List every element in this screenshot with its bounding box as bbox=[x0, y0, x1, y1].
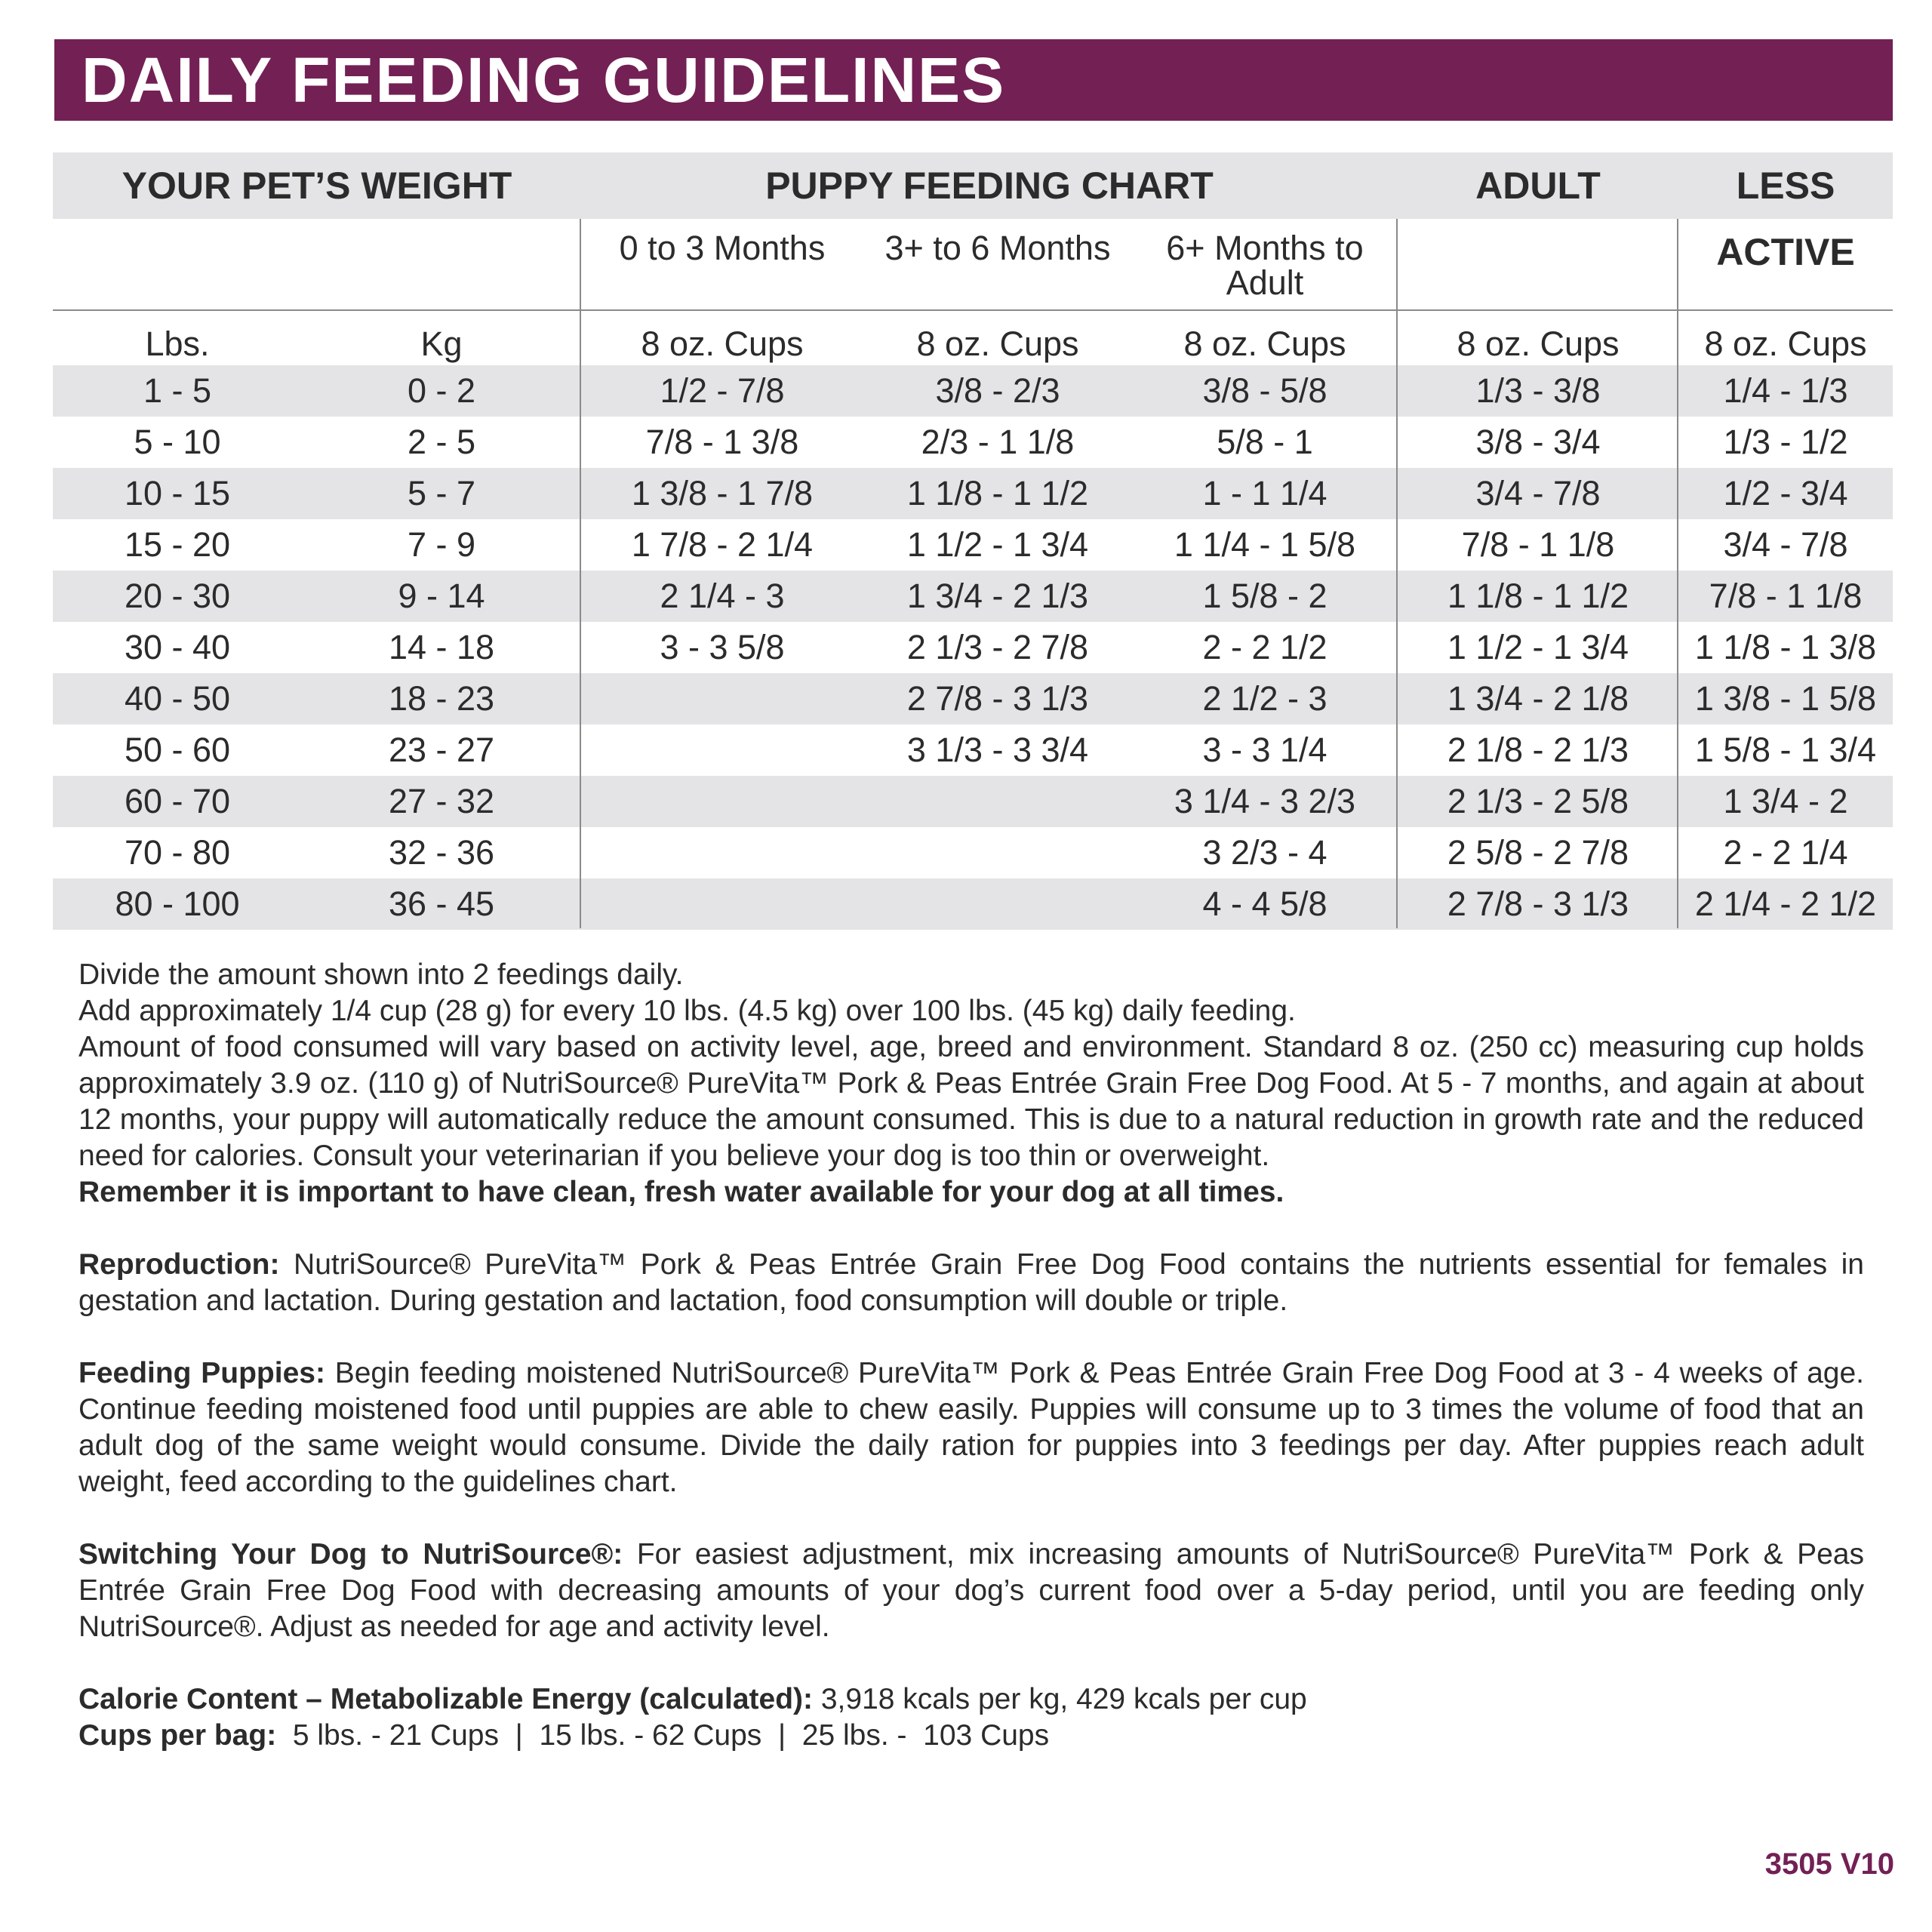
table-cell: 1 7/8 - 2 1/4 bbox=[631, 525, 814, 564]
table-cell: 32 - 36 bbox=[388, 833, 495, 872]
table-cell: 3 2/3 - 4 bbox=[1202, 833, 1327, 872]
table-cell: 1 1/8 - 1 1/2 bbox=[906, 474, 1089, 512]
note-puppies bbox=[78, 1355, 1864, 1500]
table-cell: 4 - 4 5/8 bbox=[1202, 884, 1327, 923]
table-cell: 2 7/8 - 3 1/3 bbox=[906, 679, 1089, 718]
table-cell: 2 7/8 - 3 1/3 bbox=[1447, 884, 1629, 923]
table-cell: 3/8 - 5/8 bbox=[1202, 371, 1327, 410]
note-calories bbox=[78, 1681, 1864, 1718]
table-cell: 1 - 5 bbox=[143, 371, 212, 410]
table-cell: 3/4 - 7/8 bbox=[1723, 525, 1848, 564]
table-cell: 2 1/2 - 3 bbox=[1202, 679, 1327, 718]
table-cell: 2 - 2 1/2 bbox=[1202, 628, 1327, 666]
table-row bbox=[53, 468, 1893, 519]
calorie-text: 3,918 kcals per kg, 429 kcals per cup bbox=[813, 1683, 1307, 1715]
table-row bbox=[53, 673, 1893, 724]
table-cell: 3 - 3 5/8 bbox=[660, 628, 785, 666]
table-cell: 23 - 27 bbox=[388, 731, 495, 769]
table-cell: 1/2 - 3/4 bbox=[1723, 474, 1848, 512]
table-cell: 1 3/4 - 2 1/3 bbox=[906, 577, 1089, 615]
table-cell: 7/8 - 1 1/8 bbox=[1461, 525, 1615, 564]
table-cell: 80 - 100 bbox=[115, 884, 240, 923]
header-puppy: PUPPY FEEDING CHART bbox=[765, 165, 1214, 207]
table-row bbox=[53, 776, 1893, 827]
table-cell: 7 - 9 bbox=[407, 525, 476, 564]
table-cell: 27 - 32 bbox=[388, 782, 495, 820]
table-cell: 5 - 10 bbox=[134, 423, 221, 461]
table-cell: 3/4 - 7/8 bbox=[1475, 474, 1601, 512]
note-divide: Divide the amount shown into 2 feedings daily. bbox=[78, 958, 684, 991]
table-cell: 2 1/4 - 3 bbox=[660, 577, 785, 615]
unit-cups: 8 oz. Cups bbox=[1183, 325, 1346, 363]
table-cell: 1 3/8 - 1 7/8 bbox=[631, 474, 814, 512]
unit-lbs: Lbs. bbox=[145, 325, 210, 363]
age-3-6: 3+ to 6 Months bbox=[884, 229, 1111, 267]
table-cell: 10 - 15 bbox=[124, 474, 231, 512]
divider-line bbox=[53, 309, 1893, 311]
age-0-3: 0 to 3 Months bbox=[619, 229, 826, 267]
table-cell: 36 - 45 bbox=[388, 884, 495, 923]
table-cell bbox=[863, 827, 1132, 878]
column-divider bbox=[580, 219, 581, 928]
table-cell: 15 - 20 bbox=[124, 525, 231, 564]
table-cell bbox=[581, 673, 863, 724]
table-cell: 9 - 14 bbox=[398, 577, 485, 615]
column-divider bbox=[1396, 219, 1398, 928]
table-cell bbox=[581, 724, 863, 776]
table-cell bbox=[863, 776, 1132, 827]
table-cell bbox=[581, 878, 863, 930]
product-code: 3505 V10 bbox=[1764, 1847, 1894, 1881]
table-cell: 1/4 - 1/3 bbox=[1723, 371, 1848, 410]
note-over-100: Add approximately 1/4 cup (28 g) for every 10 lbs. (4.5 kg) over 100 lbs. (45 kg) daily feeding. bbox=[78, 995, 1296, 1027]
table-cell: 3 1/4 - 3 2/3 bbox=[1174, 782, 1356, 820]
table-cell: 14 - 18 bbox=[388, 628, 495, 666]
puppies-label: Feeding Puppies: bbox=[78, 1357, 325, 1389]
table-row bbox=[53, 878, 1893, 930]
table-cell: 2 1/3 - 2 5/8 bbox=[1447, 782, 1629, 820]
note-cups-per-bag bbox=[78, 1718, 1864, 1754]
table-cell: 1/2 - 7/8 bbox=[660, 371, 785, 410]
table-cell: 5 - 7 bbox=[407, 474, 476, 512]
table-cell: 60 - 70 bbox=[124, 782, 231, 820]
table-cell: 2 5/8 - 2 7/8 bbox=[1447, 833, 1629, 872]
table-row bbox=[53, 417, 1893, 468]
table-cell: 1 1/2 - 1 3/4 bbox=[906, 525, 1089, 564]
feeding-table bbox=[53, 152, 1893, 930]
table-cell: 2 1/8 - 2 1/3 bbox=[1447, 731, 1629, 769]
note-reproduction bbox=[78, 1247, 1864, 1319]
table-cell: 2 - 2 1/4 bbox=[1723, 833, 1848, 872]
table-cell: 1 1/8 - 1 3/8 bbox=[1694, 628, 1877, 666]
header-less-active: LESS ACTIVE bbox=[1716, 165, 1855, 273]
table-cell: 0 - 2 bbox=[407, 371, 476, 410]
table-cell: 1 1/8 - 1 1/2 bbox=[1447, 577, 1629, 615]
cups-text: 5 lbs. - 21 Cups | 15 lbs. - 62 Cups | 25 lbs. - 103 Cups bbox=[276, 1719, 1050, 1752]
table-row bbox=[53, 519, 1893, 571]
unit-cups: 8 oz. Cups bbox=[916, 325, 1079, 363]
reproduction-label: Reproduction: bbox=[78, 1248, 280, 1281]
column-divider bbox=[1677, 219, 1678, 928]
table-cell: 1 - 1 1/4 bbox=[1202, 474, 1327, 512]
table-cell: 1/3 - 1/2 bbox=[1723, 423, 1848, 461]
table-cell: 3/8 - 3/4 bbox=[1475, 423, 1601, 461]
note-water: Remember it is important to have clean, fresh water available for your dog at all times. bbox=[78, 1176, 1284, 1208]
header-adult: ADULT bbox=[1475, 165, 1601, 207]
table-cell: 1 3/8 - 1 5/8 bbox=[1694, 679, 1877, 718]
table-cell: 5/8 - 1 bbox=[1217, 423, 1313, 461]
switching-text: For easiest adjustment, mix increasing amounts of NutriSource® PureVita™ Pork & Peas Entrée Grain Free Dog Food with decreasing amounts of your dog’s current food over a 5-day period, until you are feeding only NutriSource®. Adjust as needed for age and activity level. bbox=[78, 1538, 1864, 1643]
table-cell: 3 1/3 - 3 3/4 bbox=[906, 731, 1089, 769]
table-cell: 1 1/4 - 1 5/8 bbox=[1174, 525, 1356, 564]
table-cell: 1 3/4 - 2 bbox=[1723, 782, 1848, 820]
table-cell: 40 - 50 bbox=[124, 679, 231, 718]
reproduction-text: NutriSource® PureVita™ Pork & Peas Entrée Grain Free Dog Food contains the nutrients essential for females in gestation and lactation. During gestation and lactation, food consumption will double or triple. bbox=[78, 1248, 1864, 1317]
table-row bbox=[53, 724, 1893, 776]
feeding-notes bbox=[78, 957, 1864, 1754]
unit-cups: 8 oz. Cups bbox=[1457, 325, 1620, 363]
table-cell bbox=[581, 776, 863, 827]
table-cell: 2 - 5 bbox=[407, 423, 476, 461]
table-cell bbox=[581, 827, 863, 878]
table-cell: 50 - 60 bbox=[124, 731, 231, 769]
page-title: DAILY FEEDING GUIDELINES bbox=[82, 45, 1006, 115]
table-cell: 1 5/8 - 1 3/4 bbox=[1694, 731, 1877, 769]
table-cell: 1 1/2 - 1 3/4 bbox=[1447, 628, 1629, 666]
table-cell: 1 3/4 - 2 1/8 bbox=[1447, 679, 1629, 718]
note-switching bbox=[78, 1537, 1864, 1645]
table-cell: 1/3 - 3/8 bbox=[1475, 371, 1601, 410]
title-banner bbox=[54, 39, 1893, 121]
puppies-text: Begin feeding moistened NutriSource® PureVita™ Pork & Peas Entrée Grain Free Dog Food at 3 - 4 weeks of age. Continue feeding moistened food until puppies are able to chew easily. Puppies will consume up to 3 times the volume of food that an adult dog of the same weight would consume. Divide the daily ration for puppies into 3 feedings per day. After puppies reach adult weight, feed according to the guidelines chart. bbox=[78, 1357, 1865, 1498]
cups-label: Cups per bag: bbox=[78, 1719, 277, 1752]
switching-label: Switching Your Dog to NutriSource®: bbox=[78, 1538, 623, 1571]
note-amount: Amount of food consumed will vary based on activity level, age, breed and environment. Standard 8 oz. (250 cc) measuring cup holds approximately 3.9 oz. (110 g) of NutriSource® PureVita™ Pork & Peas Entrée Grain Free Dog Food. At 5 - 7 months, and again at about 12 months, your puppy will automatically reduce the amount consumed. This is due to a natural reduction in growth rate and the reduced need for calories. Consult your veterinarian if you believe your dog is too thin or overweight. bbox=[78, 1031, 1864, 1172]
table-cell: 30 - 40 bbox=[124, 628, 231, 666]
table-cell: 7/8 - 1 3/8 bbox=[645, 423, 799, 461]
table-cell: 1 5/8 - 2 bbox=[1202, 577, 1327, 615]
table-cell: 20 - 30 bbox=[124, 577, 231, 615]
age-6-adult: 6+ Months to Adult bbox=[1166, 229, 1364, 302]
table-cell: 70 - 80 bbox=[124, 833, 231, 872]
table-cell: 2 1/4 - 2 1/2 bbox=[1694, 884, 1877, 923]
table-cell: 3 - 3 1/4 bbox=[1202, 731, 1327, 769]
table-cell: 2 1/3 - 2 7/8 bbox=[906, 628, 1089, 666]
table-row bbox=[53, 365, 1893, 417]
calorie-label: Calorie Content – Metabolizable Energy (calculated): bbox=[78, 1683, 814, 1715]
table-cell: 7/8 - 1 1/8 bbox=[1709, 577, 1863, 615]
table-row bbox=[53, 827, 1893, 878]
table-row bbox=[53, 622, 1893, 673]
table-cell: 18 - 23 bbox=[388, 679, 495, 718]
table-cell bbox=[863, 878, 1132, 930]
unit-kg: Kg bbox=[420, 325, 463, 363]
table-cell: 2/3 - 1 1/8 bbox=[921, 423, 1075, 461]
header-weight: YOUR PET’S WEIGHT bbox=[122, 165, 512, 207]
unit-cups: 8 oz. Cups bbox=[1704, 325, 1867, 363]
table-row bbox=[53, 571, 1893, 622]
table-cell: 3/8 - 2/3 bbox=[935, 371, 1060, 410]
unit-cups: 8 oz. Cups bbox=[641, 325, 804, 363]
